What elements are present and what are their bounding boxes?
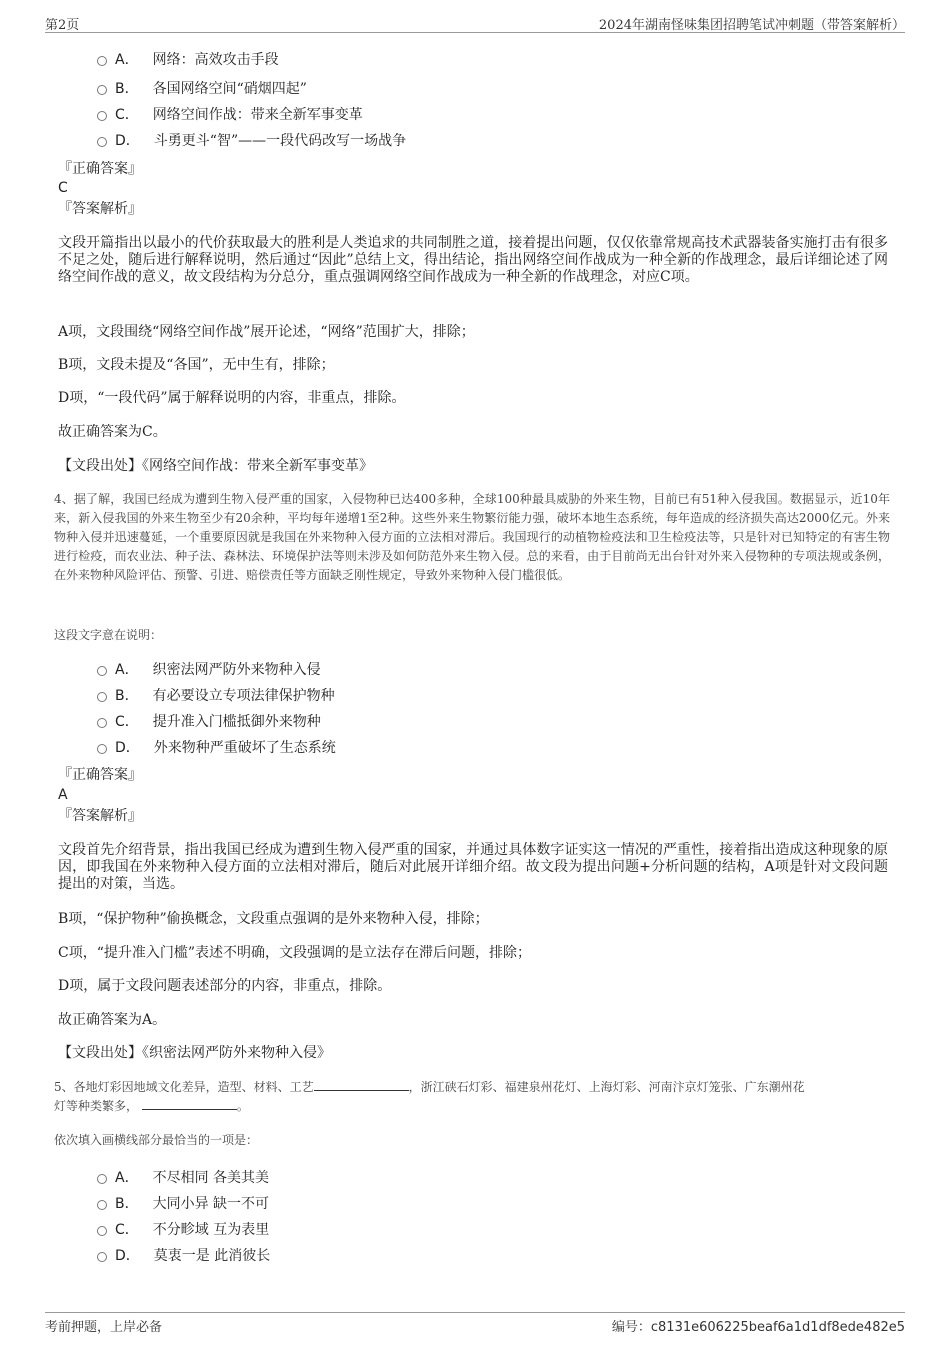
footer-slogan: 考前押题，上岸必备: [45, 1320, 163, 1335]
document-code: 编号：c8131e606225beaf6a1d1df8ede482e5: [611, 1320, 905, 1335]
q4-answer: A: [58, 787, 68, 803]
radio-icon[interactable]: [97, 1200, 107, 1210]
page-header: [45, 14, 905, 33]
q3-answer: C: [58, 180, 68, 196]
q5-option-b[interactable]: B． 大同小异 缺一不可: [97, 1194, 269, 1214]
radio-icon[interactable]: [97, 1226, 107, 1236]
page-footer: [45, 1312, 905, 1335]
radio-icon[interactable]: [97, 56, 107, 66]
q4-option-b[interactable]: B． 有必要设立专项法律保护物种: [97, 686, 335, 706]
q3-analysis: 文段开篇指出以最小的代价获取最大的胜利是人类追求的共同制胜之道，接着提出问题，仅仅依靠常规高技术武器装备实施打击有很多不足之处，随后进行解释说明，然后通过“因此”总结上文，得出结论，指出网络空间作战成为一种全新的作战理念，最后详细论述了网络空间作战的意义，故文段结构为分总分，重点强调网络空间作战成为一种全新的作战理念，对应C项。: [58, 235, 888, 285]
q3-option-c[interactable]: C． 网络空间作战：带来全新军事变革: [97, 105, 363, 125]
radio-icon[interactable]: [97, 744, 107, 754]
q5-option-c[interactable]: C． 不分畛域 互为表里: [97, 1220, 269, 1240]
q4-source: 【文段出处】《织密法网严防外来物种入侵》: [58, 1045, 331, 1061]
q4-answer-label: 『正确答案』: [58, 767, 142, 783]
radio-icon[interactable]: [97, 1252, 107, 1262]
q4-option-a[interactable]: A． 织密法网严防外来物种入侵: [97, 660, 321, 680]
q4-analysis-label: 『答案解析』: [58, 808, 142, 824]
q3-analysis-line-b: B项，文段未提及“各国”，无中生有，排除；: [58, 357, 335, 373]
radio-icon[interactable]: [97, 137, 107, 147]
q5-stem: 5、各地灯彩因地域文化差异，造型、材料、工艺 ，浙江硖石灯彩、福建泉州花灯、上海灯彩、河南汴京灯笼张、广东潮州花 灯等种类繁多， 。: [54, 1080, 805, 1113]
q4-option-d[interactable]: D． 外来物种严重破坏了生态系统: [97, 738, 336, 758]
q3-analysis-line-a: A项，文段围绕“网络空间作战”展开论述，“网络”范围扩大，排除；: [58, 324, 475, 340]
q3-conclusion: 故正确答案为C。: [58, 424, 167, 440]
q4-analysis-line-d: D项，属于文段问题表述部分的内容，非重点，排除。: [58, 978, 392, 994]
q5-option-a[interactable]: A． 不尽相同 各美其美: [97, 1168, 269, 1188]
q3-option-a[interactable]: A． 网络：高效攻击手段: [97, 50, 279, 70]
fill-blank-2[interactable]: [142, 1097, 237, 1110]
q5-prompt: 依次填入画横线部分最恰当的一项是：: [54, 1133, 259, 1147]
q4-conclusion: 故正确答案为A。: [58, 1012, 167, 1028]
radio-icon[interactable]: [97, 85, 107, 95]
radio-icon[interactable]: [97, 718, 107, 728]
q3-analysis-label: 『答案解析』: [58, 201, 142, 217]
q3-option-b[interactable]: B． 各国网络空间“硝烟四起”: [97, 79, 307, 99]
q4-stem: 4、据了解，我国已经成为遭到生物入侵严重的国家，入侵物种已达400多种，全球100种最具威胁的外来生物，目前已有51种入侵我国。数据显示，近10年来，新入侵我国的外来生物至少有20余种，平均每年递增1至2种。这些外来生物繁衍能力强，破坏本地生态系统，每年造成的经济损失高达2000亿元。外来物种入侵并迅速蔓延，一个重要原因就是我国在外来物种入侵方面的立法相对滞后。我国现行的动植物检疫法和卫生检疫法等，只是针对已知特定的有害生物进行检疫，而农业法、种子法、森林法、环境保护法等则未涉及如何防范外来生物入侵。总的来看，由于目前尚无出台针对外来入侵物种的专项法规或条例，在外来物种风险评估、预警、引进、赔偿责任等方面缺乏刚性规定，导致外来物种入侵门槛很低。: [54, 492, 890, 582]
page-number: 第2页: [45, 18, 80, 33]
document-title: 2024年湖南怪味集团招聘笔试冲刺题（带答案解析）: [598, 18, 905, 33]
radio-icon[interactable]: [97, 692, 107, 702]
q5-option-d[interactable]: D． 莫衷一是 此消彼长: [97, 1246, 270, 1266]
q4-option-c[interactable]: C． 提升准入门槛抵御外来物种: [97, 712, 321, 732]
q4-prompt: 这段文字意在说明：: [54, 628, 163, 642]
fill-blank-1[interactable]: [314, 1078, 409, 1091]
q3-analysis-line-d: D项，“一段代码”属于解释说明的内容，非重点，排除。: [58, 390, 406, 406]
radio-icon[interactable]: [97, 111, 107, 121]
q3-source: 【文段出处】《网络空间作战：带来全新军事变革》: [58, 458, 373, 474]
q4-analysis: 文段首先介绍背景，指出我国已经成为遭到生物入侵严重的国家，并通过具体数字证实这一情况的严重性，接着指出造成这种现象的原因，即我国在外来物种入侵方面的立法相对滞后，随后对此展开详细介绍。故文段为提出问题+分析问题的结构，A项是针对文段问题提出的对策，当选。: [58, 842, 888, 892]
q4-analysis-line-c: C项，“提升准入门槛”表述不明确，文段强调的是立法存在滞后问题，排除；: [58, 945, 532, 961]
q4-analysis-line-b: B项，“保护物种”偷换概念，文段重点强调的是外来物种入侵，排除；: [58, 911, 489, 927]
radio-icon[interactable]: [97, 666, 107, 676]
q3-answer-label: 『正确答案』: [58, 161, 142, 177]
radio-icon[interactable]: [97, 1174, 107, 1184]
q3-option-d[interactable]: D． 斗勇更斗“智”——一段代码改写一场战争: [97, 131, 406, 151]
